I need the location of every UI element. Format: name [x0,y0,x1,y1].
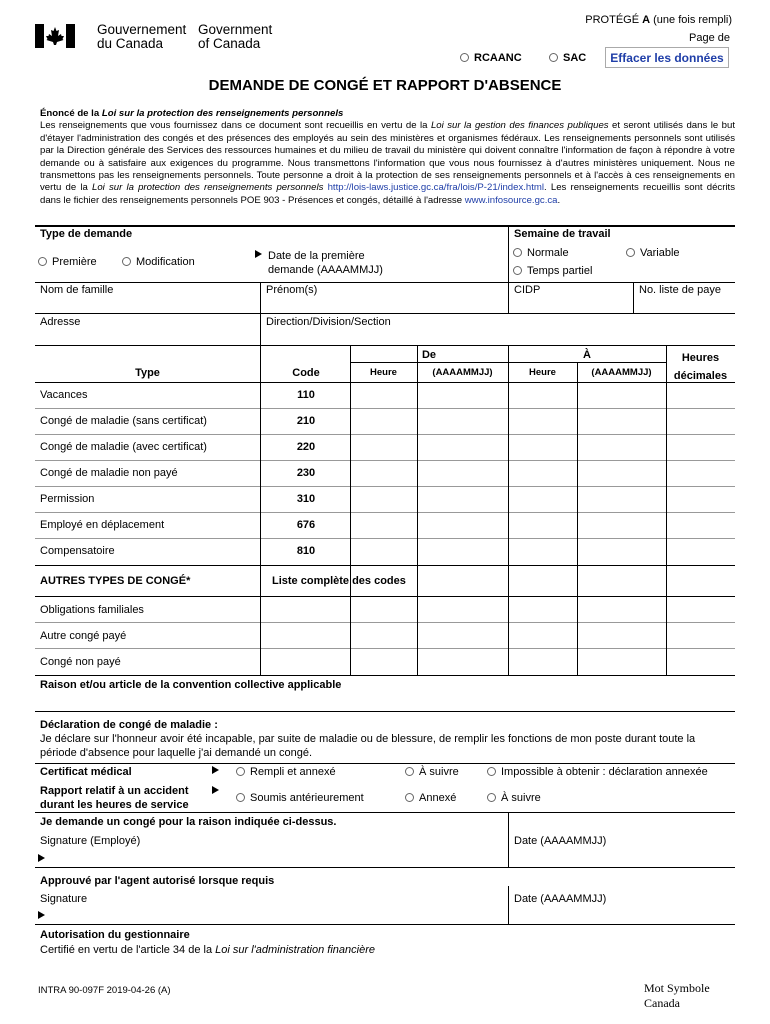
leave-type-travel: Employé en déplacement [40,519,165,531]
radio-work-week-normal[interactable] [513,247,569,259]
sick-declaration-text [40,733,695,760]
col-from-hour: Heure [370,367,397,378]
leave-type-sick-cert: Congé de maladie (avec certificat) [40,441,207,453]
leave-type-family: Obligations familiales [40,604,144,616]
privacy-act-link[interactable]: http://lois-laws.justice.gc.ca/fra/lois/P-21/index.html [327,182,545,194]
leave-code-230: 230 [296,467,316,479]
leave-code-810: 810 [296,545,316,557]
protected-suffix: (une fois rempli) [650,14,732,26]
radio-circle-icon[interactable] [487,767,496,776]
col-to-hour: Heure [529,367,556,378]
first-request-date-line2: demande (AAAAMMJJ) [268,264,383,276]
radio-circle-icon[interactable] [236,793,245,802]
gov-fr-line2: du Canada [97,36,164,51]
radio-cert-to-follow[interactable] [405,766,459,778]
col-code-header: Code [292,367,320,379]
radio-accident-to-follow-label: À suivre [501,792,541,804]
work-week-label: Semaine de travail [514,228,611,240]
privacy-heading-pre: Énoncé de la [40,108,102,119]
radio-normal-label: Normale [527,247,569,259]
radio-cert-impossible[interactable] [487,766,708,778]
sick-declaration-line2: période d'absence pour laquelle j'ai demandé un congé. [40,746,313,759]
radio-accident-previous-label: Soumis antérieurement [250,792,364,804]
radio-circle-icon[interactable] [405,793,414,802]
leave-type-compensatory: Compensatoire [40,545,115,557]
canada-wordmark [644,981,710,1011]
radio-accident-previous[interactable] [236,792,364,804]
arrow-right-icon [212,765,219,777]
arrow-right-icon [212,785,219,797]
gov-name-fr [97,23,186,51]
radio-part-time-label: Temps partiel [527,265,593,277]
col-decimal-hours [666,349,735,385]
col-to-date: (AAAAMMJJ) [591,367,652,378]
privacy-p3: . Les renseignements recueillis sont décrits dans le fichier des renseignements personnels POE 903 - Présences et congés, détaillé à l'adresse [40,182,735,206]
manager-auth-text-pre: Certifié en vertu de l'article 34 de la [40,944,216,956]
wordmark-line1: Mot Symbole [644,981,710,995]
radio-first-label: Première [52,256,97,268]
radio-first-request[interactable] [38,256,97,268]
radio-circle-icon[interactable] [122,257,131,266]
leave-code-310: 310 [296,493,316,505]
radio-cert-attached-label: Rempli et annexé [250,766,336,778]
approver-signature-field[interactable]: Signature [40,893,88,905]
radio-cert-to-follow-label: À suivre [419,766,459,778]
employee-request-heading: Je demande un congé pour la raison indiquée ci-dessus. [40,816,337,828]
medical-cert-label: Certificat médical [40,766,132,778]
pay-list-field[interactable]: No. liste de paye [639,284,721,296]
radio-modification[interactable] [122,256,195,268]
approver-date-field[interactable]: Date (AAAAMMJJ) [514,893,607,905]
first-request-date-line1: Date de la première [268,250,365,262]
cidp-field[interactable]: CIDP [514,284,541,296]
arrow-right-icon [38,853,45,865]
radio-cert-impossible-label: Impossible à obtenir : déclaration annexée [501,766,708,778]
radio-rcaanc[interactable] [460,52,522,64]
leave-code-676: 676 [296,519,316,531]
radio-circle-icon[interactable] [513,266,522,275]
radio-variable-label: Variable [640,247,680,259]
radio-sac-label: SAC [563,52,587,64]
employee-date-field[interactable]: Date (AAAAMMJJ) [514,835,607,847]
gov-en-line1: Government [198,22,273,37]
radio-circle-icon[interactable] [38,257,47,266]
leave-type-sick-unpaid: Congé de maladie non payé [40,467,178,479]
col-type-header: Type [135,367,160,379]
address-field[interactable]: Adresse [40,316,81,328]
arrow-right-icon [255,249,262,261]
col-decimal-line2: décimales [673,370,728,382]
approval-heading: Approuvé par l'agent autorisé lorsque requis [40,875,275,887]
canada-flag-icon [35,24,75,48]
protected-letter: A [642,14,651,26]
privacy-p1: Les renseignements que vous fournissez dans ce document sont recueillis en vertu de la [40,120,431,132]
full-code-list-link[interactable]: Liste complète des codes [272,575,406,587]
radio-work-week-part-time[interactable] [513,265,592,277]
radio-circle-icon[interactable] [626,248,635,257]
form-id: INTRA 90-097F 2019-04-26 (A) [38,985,171,996]
privacy-p4: . [557,194,561,206]
radio-accident-attached-label: Annexé [419,792,457,804]
manager-auth-text-italic: Loi sur l'administration financière [215,944,375,956]
gov-en-line2: of Canada [198,36,261,51]
radio-accident-attached[interactable] [405,792,456,804]
leave-type-unpaid: Congé non payé [40,656,121,668]
protected-label [585,14,732,26]
infosource-link[interactable]: www.infosource.gc.ca [464,194,558,206]
col-from-header: De [421,349,437,361]
gov-fr-line1: Gouvernement [97,22,187,37]
gov-name-en [198,23,272,51]
privacy-heading-italic: Loi sur la protection des renseignements personnels [101,108,344,119]
privacy-statement [40,108,735,207]
radio-cert-attached[interactable] [236,766,336,778]
privacy-heading [40,108,735,120]
manager-auth-heading: Autorisation du gestionnaire [40,929,190,941]
privacy-p2-italic: Loi sur la protection des renseignements personnels [91,182,324,194]
radio-accident-to-follow[interactable] [487,792,541,804]
employee-signature-field[interactable]: Signature (Employé) [40,835,141,847]
wordmark-line2: Canada [644,996,680,1010]
page-title: DEMANDE DE CONGÉ ET RAPPORT D'ABSENCE [208,77,562,94]
request-type-label: Type de demande [40,228,133,240]
arrow-right-icon [38,910,45,922]
col-decimal-line1: Heures [681,352,720,364]
radio-work-week-variable[interactable] [626,247,680,259]
radio-rcaanc-label: RCAANC [474,52,522,64]
privacy-body [40,120,735,207]
leave-code-220: 220 [296,441,316,453]
sick-declaration-line1: Je déclare sur l'honneur avoir été incapable, par suite de maladie ou de blessure, de remplir les fonctions de mon poste durant toute la [40,733,696,745]
reason-input[interactable] [40,693,730,709]
reason-label: Raison et/ou article de la convention collective applicable [40,679,342,691]
radio-circle-icon[interactable] [405,767,414,776]
privacy-p2: et seront utilisés dans le but d'étayer l'administration des congés et des présences des employés au sein des ministères et organismes fédéraux. Les renseignements personnels sont utilisés par la Direction générale des Services des ressources humaines et du milieu de travail du ministère qui doivent connaître l'information de façon à répondre à votre demande ou à satisfaire aux exigences du programme. Nous transmettons l'information que vous nous fournissez à d'autres ministères uniquement. Nous ne transmettons pas les renseignements personnels. Toute personne a droit à la protection de ses renseignements personnels et à l'accès à ces renseignements en vertu de la [40,120,735,194]
radio-circle-icon[interactable] [460,53,469,62]
government-logo [35,24,75,48]
leave-type-other-paid: Autre congé payé [40,630,127,642]
leave-type-permission: Permission [40,493,95,505]
leave-code-210: 210 [296,415,316,427]
other-leave-types-label: AUTRES TYPES DE CONGÉ* [40,575,191,587]
first-name-field[interactable]: Prénom(s) [266,284,318,296]
accident-report-label [40,785,189,812]
manager-auth-text [40,944,375,956]
radio-circle-icon[interactable] [513,248,522,257]
leave-type-sick-no-cert: Congé de maladie (sans certificat) [40,415,207,427]
leave-code-110: 110 [297,389,315,401]
radio-sac[interactable] [549,52,586,64]
leave-type-vacation: Vacances [40,389,88,401]
privacy-p1-italic: Loi sur la gestion des finances publiques [430,120,609,132]
clear-data-button[interactable]: Effacer les données [605,47,729,68]
division-field[interactable]: Direction/Division/Section [266,316,391,328]
accident-label-line2: durant les heures de service [40,798,189,811]
radio-circle-icon[interactable] [236,767,245,776]
col-to-header: À [583,349,591,361]
radio-circle-icon[interactable] [487,793,496,802]
last-name-field[interactable]: Nom de famille [40,284,114,296]
radio-modification-label: Modification [136,256,195,268]
sick-declaration-heading: Déclaration de congé de maladie : [40,719,218,731]
radio-circle-icon[interactable] [549,53,558,62]
protected-prefix: PROTÉGÉ [585,14,643,26]
accident-label-line1: Rapport relatif à un accident [40,785,189,797]
page-label: Page de [689,32,730,44]
col-from-date: (AAAAMMJJ) [432,367,493,378]
first-request-date-label [268,249,383,277]
